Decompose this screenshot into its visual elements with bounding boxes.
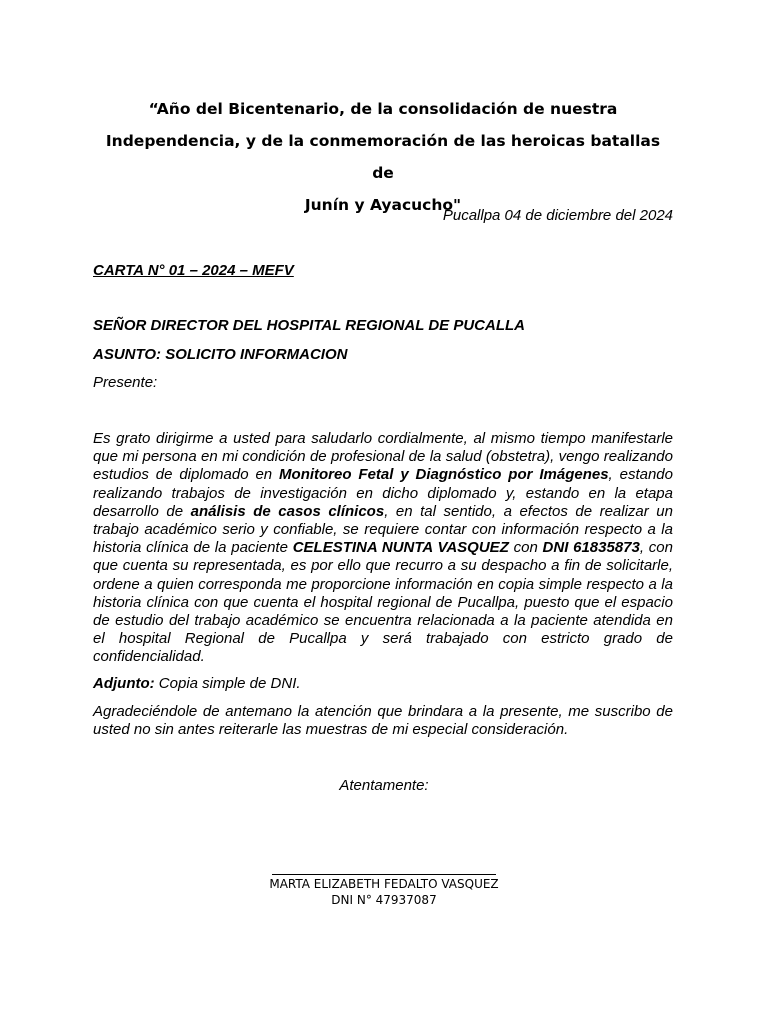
patient-name: CELESTINA NUNTA VASQUEZ bbox=[292, 539, 509, 557]
closing-paragraph: Agradeciéndole de antemano la atención que brindara a la presente, me suscribo de usted no sin antes reiterarle las muestras de mi especial consideración. bbox=[93, 703, 673, 739]
greeting: Presente: bbox=[93, 374, 158, 391]
letter-reference: CARTA N° 01 – 2024 – MEFV bbox=[93, 262, 294, 279]
attachment-label: Adjunto: bbox=[93, 675, 155, 692]
signer-dni: DNI N° 47937087 bbox=[331, 893, 437, 907]
attachment-text: Copia simple de DNI. bbox=[154, 675, 301, 692]
sign-off: Atentamente: bbox=[339, 777, 429, 794]
body-text-5: , con que cuenta su representada, es por ello que recurro a su despacho a fin de solicitarle, ordene a quien corresponda me proporcione información en copia simple respecto a la historia clínica con que cuenta el hospital regional de Pucallpa, puesto que el espacio de estudio del trabajo académico se encuentra relacionada a la paciente atendida en el hospital Regional de Pucallpa y será trabajado con estricto grado de confidencialidad. bbox=[93, 539, 673, 666]
body-text-4: con bbox=[508, 539, 543, 557]
work-stage: análisis de casos clínicos bbox=[190, 502, 385, 520]
subject-line: ASUNTO: SOLICITO INFORMACION bbox=[93, 346, 348, 363]
diploma-name: Monitoreo Fetal y Diagnóstico por Imágenes bbox=[279, 466, 609, 484]
motto-line-1: “Año del Bicentenario, de la consolidación de nuestra bbox=[148, 100, 618, 118]
motto-line-3: Junín y Ayacucho" bbox=[304, 196, 462, 214]
body-text-2: , estando realizando trabajos de investigación en dicho diplomado y, estando en la etapa desarrollo de bbox=[93, 466, 673, 520]
place-date-line: Pucallpa 04 de diciembre del 2024 bbox=[442, 207, 673, 224]
body-text-3: , en tal sentido, a efectos de realizar un trabajo académico serio y confiable, se requiere contar con información respecto a la historia clínica de la paciente bbox=[93, 502, 673, 557]
body-text-1: Es grato dirigirme a usted para saludarlo cordialmente, al mismo tiempo manifestarle que mi persona en mi condición de profesional de la salud (obstetra), vengo realizando estudios de diplomado en bbox=[93, 430, 673, 484]
letter-body-paragraph bbox=[93, 430, 673, 667]
signer-name: MARTA ELIZABETH FEDALTO VASQUEZ bbox=[269, 877, 499, 891]
commemorative-year-title bbox=[93, 93, 673, 221]
signature-line bbox=[272, 874, 496, 875]
recipient-line: SEÑOR DIRECTOR DEL HOSPITAL REGIONAL DE PUCALLA bbox=[93, 317, 525, 334]
motto-line-2: Independencia, y de la conmemoración de las heroicas batallas de bbox=[105, 132, 661, 182]
patient-dni: DNI 61835873 bbox=[542, 539, 640, 557]
attachment-line bbox=[93, 675, 673, 693]
